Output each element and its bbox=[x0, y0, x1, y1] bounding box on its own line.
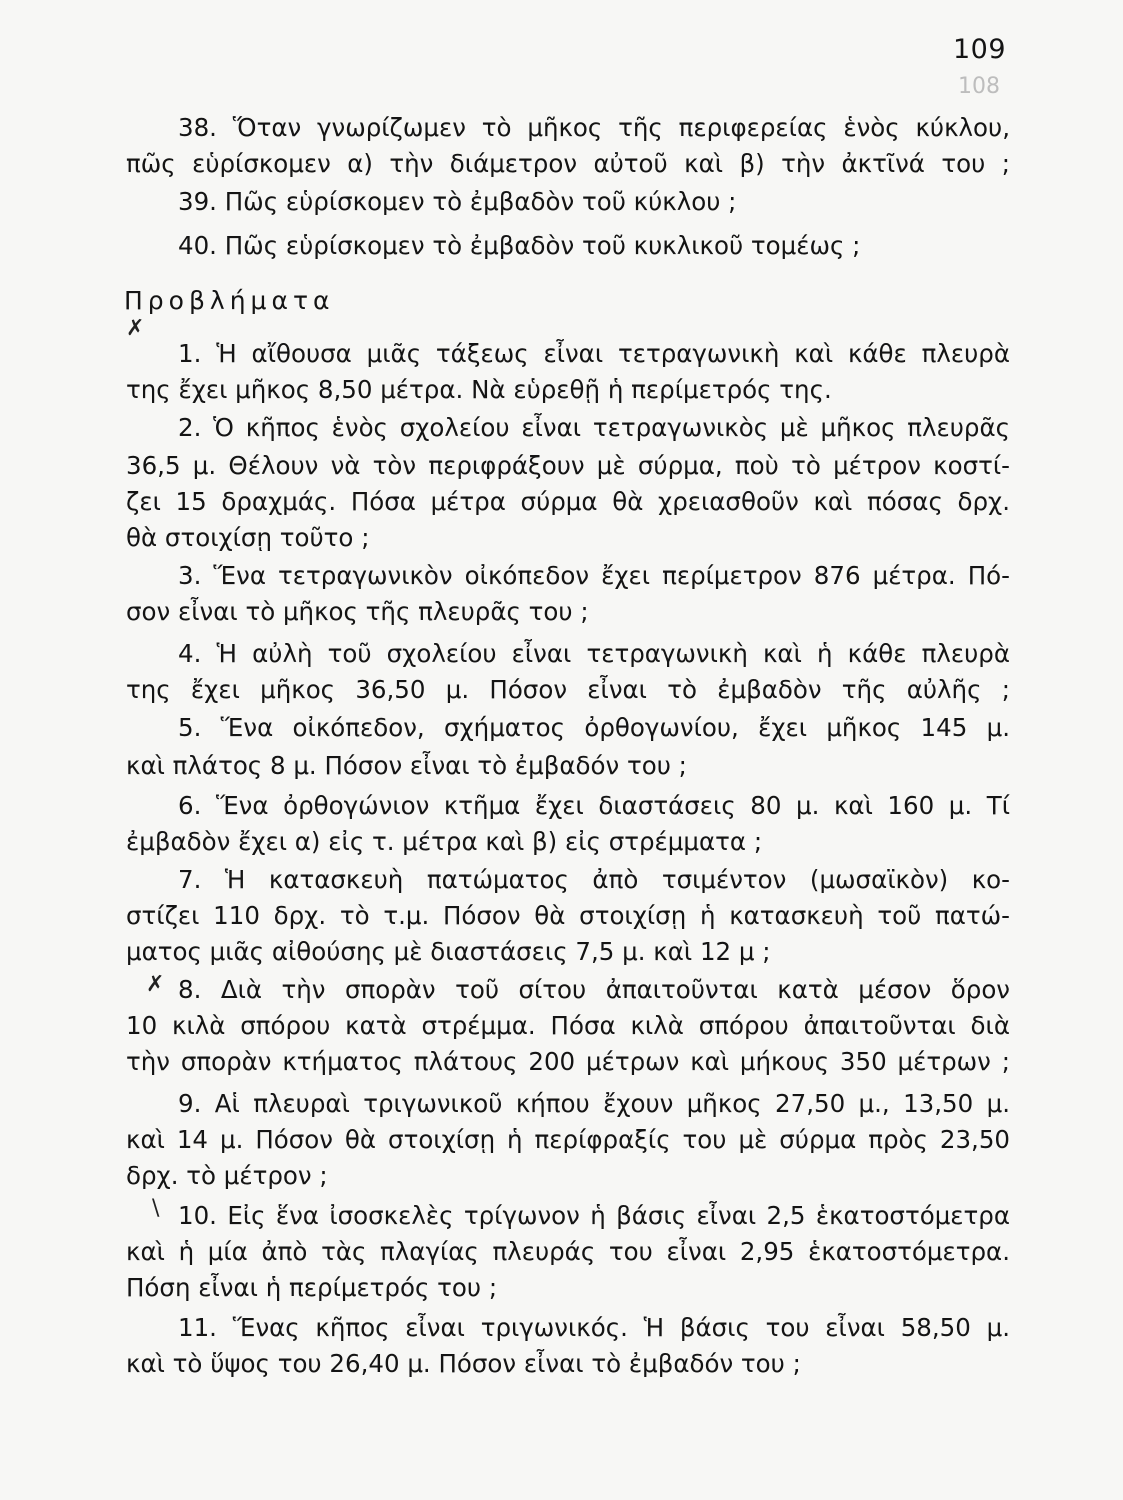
ghost-page-number: 108 bbox=[958, 74, 1000, 99]
handwritten-cross-mark: ✗ bbox=[146, 972, 165, 997]
handwritten-cross-mark: ✗ bbox=[126, 316, 145, 341]
handwritten-slash-mark: \ bbox=[152, 1196, 160, 1221]
page-number: 109 bbox=[953, 34, 1007, 65]
section-heading: Προβλήματα bbox=[124, 286, 335, 315]
